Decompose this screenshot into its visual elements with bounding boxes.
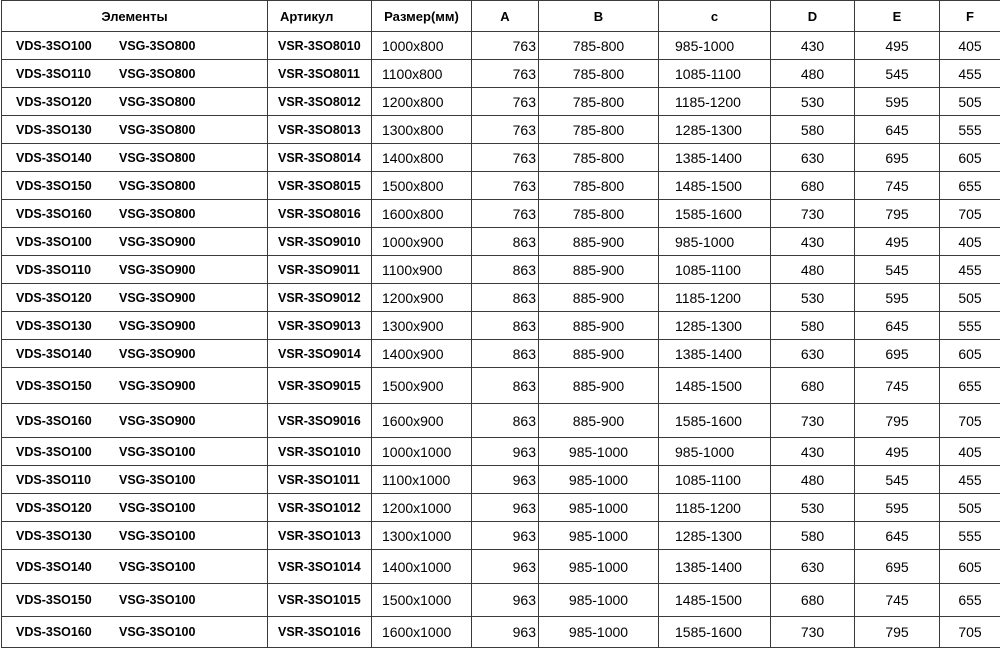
size-cell: 1000x1000 — [372, 438, 472, 466]
dim-d-cell: 530 — [771, 494, 855, 522]
header-row — [2, 1, 1000, 32]
dim-a-cell: 963 — [472, 438, 539, 466]
dim-a-cell: 763 — [472, 60, 539, 88]
door-part-code: VDS-3SO130 — [16, 122, 92, 137]
door-part-code: VDS-3SO130 — [16, 318, 92, 333]
dim-c-cell: 1485-1500 — [659, 584, 771, 617]
elements-cell — [2, 88, 268, 116]
door-part-code: VDS-3SO150 — [16, 378, 92, 393]
article-cell: VSR-3SO9016 — [268, 404, 372, 438]
article-cell: VSR-3SO8010 — [268, 32, 372, 60]
dim-e-cell: 745 — [855, 172, 940, 200]
elements-cell — [2, 550, 268, 584]
dim-f-cell: 655 — [940, 172, 1000, 200]
dim-e-cell: 595 — [855, 494, 940, 522]
dim-c-cell: 1185-1200 — [659, 494, 771, 522]
dim-f-cell: 705 — [940, 200, 1000, 228]
door-part-code: VDS-3SO160 — [16, 206, 92, 221]
table-row — [2, 466, 1000, 494]
elements-cell — [2, 368, 268, 404]
dim-c-cell: 1285-1300 — [659, 312, 771, 340]
article-cell: VSR-3SO9014 — [268, 340, 372, 368]
door-part-code: VDS-3SO110 — [16, 66, 92, 81]
door-part-code: VDS-3SO140 — [16, 150, 92, 165]
dim-a-cell: 763 — [472, 88, 539, 116]
dim-e-cell: 495 — [855, 32, 940, 60]
elements-cell — [2, 438, 268, 466]
table-row — [2, 256, 1000, 284]
dim-d-cell: 630 — [771, 144, 855, 172]
size-cell: 1400x800 — [372, 144, 472, 172]
glass-part-code: VSG-3SO100 — [119, 559, 196, 574]
dim-b-cell: 885-900 — [539, 340, 659, 368]
dim-a-cell: 863 — [472, 404, 539, 438]
dim-b-cell: 785-800 — [539, 200, 659, 228]
table-row — [2, 144, 1000, 172]
door-part-code: VDS-3SO150 — [16, 178, 92, 193]
dim-e-cell: 545 — [855, 256, 940, 284]
dim-a-cell: 963 — [472, 584, 539, 617]
dim-d-cell: 680 — [771, 172, 855, 200]
glass-part-code: VSG-3SO100 — [119, 500, 196, 515]
size-cell: 1200x900 — [372, 284, 472, 312]
dim-e-cell: 545 — [855, 466, 940, 494]
size-cell: 1100x1000 — [372, 466, 472, 494]
article-cell: VSR-3SO8012 — [268, 88, 372, 116]
table-row — [2, 200, 1000, 228]
elements-cell — [2, 228, 268, 256]
door-part-code: VDS-3SO150 — [16, 593, 92, 607]
dim-f-cell: 605 — [940, 340, 1000, 368]
dim-e-cell: 695 — [855, 340, 940, 368]
size-cell: 1500x900 — [372, 368, 472, 404]
table-row — [2, 312, 1000, 340]
glass-part-code: VSG-3SO900 — [119, 234, 196, 249]
header-c: c — [659, 1, 771, 32]
size-cell: 1600x1000 — [372, 617, 472, 648]
dim-d-cell: 730 — [771, 404, 855, 438]
elements-cell — [2, 144, 268, 172]
dim-d-cell: 430 — [771, 228, 855, 256]
dim-e-cell: 695 — [855, 144, 940, 172]
dim-d-cell: 730 — [771, 617, 855, 648]
dim-b-cell: 885-900 — [539, 256, 659, 284]
dim-b-cell: 885-900 — [539, 368, 659, 404]
glass-part-code: VSG-3SO100 — [119, 444, 196, 459]
dim-a-cell: 863 — [472, 228, 539, 256]
glass-part-code: VSG-3SO800 — [119, 150, 196, 165]
elements-cell — [2, 60, 268, 88]
dim-f-cell: 555 — [940, 312, 1000, 340]
dim-d-cell: 580 — [771, 522, 855, 550]
dim-f-cell: 505 — [940, 494, 1000, 522]
dim-c-cell: 1085-1100 — [659, 256, 771, 284]
table-row — [2, 404, 1000, 438]
dim-b-cell: 885-900 — [539, 312, 659, 340]
dim-f-cell: 655 — [940, 368, 1000, 404]
table-row — [2, 522, 1000, 550]
dim-a-cell: 863 — [472, 284, 539, 312]
dim-a-cell: 863 — [472, 340, 539, 368]
article-cell: VSR-3SO1014 — [268, 550, 372, 584]
header-d: D — [771, 1, 855, 32]
door-part-code: VDS-3SO110 — [16, 262, 92, 277]
size-cell: 1300x800 — [372, 116, 472, 144]
dim-d-cell: 480 — [771, 466, 855, 494]
size-cell: 1300x900 — [372, 312, 472, 340]
size-cell: 1300x1000 — [372, 522, 472, 550]
size-cell: 1600x800 — [372, 200, 472, 228]
dim-c-cell: 1085-1100 — [659, 60, 771, 88]
door-part-code: VDS-3SO100 — [16, 234, 92, 249]
dim-f-cell: 405 — [940, 438, 1000, 466]
dim-d-cell: 730 — [771, 200, 855, 228]
table-row — [2, 584, 1000, 617]
glass-part-code: VSG-3SO900 — [119, 346, 196, 361]
dim-c-cell: 1585-1600 — [659, 404, 771, 438]
table-body — [2, 32, 1000, 648]
article-cell: VSR-3SO9012 — [268, 284, 372, 312]
dim-c-cell: 1585-1600 — [659, 617, 771, 648]
glass-part-code: VSG-3SO800 — [119, 122, 196, 137]
table-row — [2, 60, 1000, 88]
door-part-code: VDS-3SO120 — [16, 94, 92, 109]
dim-f-cell: 455 — [940, 60, 1000, 88]
dim-e-cell: 745 — [855, 368, 940, 404]
dim-f-cell: 455 — [940, 466, 1000, 494]
size-cell: 1200x1000 — [372, 494, 472, 522]
elements-cell — [2, 617, 268, 648]
elements-cell — [2, 404, 268, 438]
dim-f-cell: 555 — [940, 116, 1000, 144]
article-cell: VSR-3SO8015 — [268, 172, 372, 200]
dim-f-cell: 705 — [940, 404, 1000, 438]
dim-d-cell: 580 — [771, 312, 855, 340]
glass-part-code: VSG-3SO800 — [119, 178, 196, 193]
dim-a-cell: 763 — [472, 116, 539, 144]
article-cell: VSR-3SO1010 — [268, 438, 372, 466]
article-cell: VSR-3SO1012 — [268, 494, 372, 522]
dim-d-cell: 630 — [771, 340, 855, 368]
dim-d-cell: 680 — [771, 368, 855, 404]
elements-cell — [2, 312, 268, 340]
dim-e-cell: 595 — [855, 284, 940, 312]
glass-part-code: VSG-3SO800 — [119, 206, 196, 221]
dim-f-cell: 605 — [940, 550, 1000, 584]
dim-a-cell: 863 — [472, 368, 539, 404]
dim-e-cell: 645 — [855, 116, 940, 144]
glass-part-code: VSG-3SO100 — [119, 472, 196, 487]
dim-d-cell: 430 — [771, 32, 855, 60]
dim-f-cell: 505 — [940, 284, 1000, 312]
dim-d-cell: 680 — [771, 584, 855, 617]
dim-e-cell: 645 — [855, 312, 940, 340]
dim-d-cell: 580 — [771, 116, 855, 144]
dim-e-cell: 645 — [855, 522, 940, 550]
dim-b-cell: 785-800 — [539, 144, 659, 172]
elements-cell — [2, 32, 268, 60]
article-cell: VSR-3SO8013 — [268, 116, 372, 144]
dim-e-cell: 795 — [855, 404, 940, 438]
dim-c-cell: 1185-1200 — [659, 88, 771, 116]
dim-c-cell: 1385-1400 — [659, 144, 771, 172]
dimensions-table — [1, 0, 1000, 648]
glass-part-code: VSG-3SO900 — [119, 290, 196, 305]
dim-c-cell: 1085-1100 — [659, 466, 771, 494]
glass-part-code: VSG-3SO800 — [119, 66, 196, 81]
dim-a-cell: 963 — [472, 522, 539, 550]
dim-e-cell: 495 — [855, 228, 940, 256]
dim-c-cell: 1285-1300 — [659, 116, 771, 144]
dim-e-cell: 795 — [855, 200, 940, 228]
dim-a-cell: 863 — [472, 256, 539, 284]
table-row — [2, 368, 1000, 404]
size-cell: 1000x800 — [372, 32, 472, 60]
dim-e-cell: 795 — [855, 617, 940, 648]
dim-a-cell: 963 — [472, 550, 539, 584]
article-cell: VSR-3SO9013 — [268, 312, 372, 340]
size-cell: 1200x800 — [372, 88, 472, 116]
dim-b-cell: 985-1000 — [539, 550, 659, 584]
dim-c-cell: 985-1000 — [659, 228, 771, 256]
header-size: Размер(мм) — [372, 1, 472, 32]
glass-part-code: VSG-3SO900 — [119, 318, 196, 333]
door-part-code: VDS-3SO160 — [16, 413, 92, 428]
dim-f-cell: 405 — [940, 228, 1000, 256]
dim-d-cell: 630 — [771, 550, 855, 584]
glass-part-code: VSG-3SO900 — [119, 413, 196, 428]
dim-d-cell: 530 — [771, 88, 855, 116]
door-part-code: VDS-3SO110 — [16, 472, 92, 487]
dim-f-cell: 605 — [940, 144, 1000, 172]
door-part-code: VDS-3SO120 — [16, 500, 92, 515]
dim-b-cell: 885-900 — [539, 404, 659, 438]
size-cell: 1000x900 — [372, 228, 472, 256]
table-row — [2, 284, 1000, 312]
dim-a-cell: 963 — [472, 466, 539, 494]
door-part-code: VDS-3SO100 — [16, 38, 92, 53]
article-cell: VSR-3SO9015 — [268, 368, 372, 404]
size-cell: 1400x1000 — [372, 550, 472, 584]
article-cell: VSR-3SO9010 — [268, 228, 372, 256]
table-row — [2, 228, 1000, 256]
elements-cell — [2, 256, 268, 284]
door-part-code: VDS-3SO140 — [16, 559, 92, 574]
dim-c-cell: 1285-1300 — [659, 522, 771, 550]
dim-b-cell: 785-800 — [539, 116, 659, 144]
header-a: A — [472, 1, 539, 32]
article-cell: VSR-3SO8014 — [268, 144, 372, 172]
door-part-code: VDS-3SO140 — [16, 346, 92, 361]
article-cell: VSR-3SO1013 — [268, 522, 372, 550]
article-cell: VSR-3SO8011 — [268, 60, 372, 88]
table-row — [2, 32, 1000, 60]
dim-a-cell: 863 — [472, 312, 539, 340]
elements-cell — [2, 116, 268, 144]
dim-f-cell: 555 — [940, 522, 1000, 550]
dim-b-cell: 985-1000 — [539, 522, 659, 550]
table-row — [2, 494, 1000, 522]
elements-cell — [2, 522, 268, 550]
article-cell: VSR-3SO1015 — [268, 584, 372, 617]
dim-d-cell: 530 — [771, 284, 855, 312]
dim-b-cell: 985-1000 — [539, 466, 659, 494]
table-row — [2, 550, 1000, 584]
header-b: B — [539, 1, 659, 32]
dim-e-cell: 545 — [855, 60, 940, 88]
elements-cell — [2, 284, 268, 312]
dim-c-cell: 985-1000 — [659, 32, 771, 60]
table-row — [2, 116, 1000, 144]
dim-d-cell: 430 — [771, 438, 855, 466]
dim-a-cell: 763 — [472, 32, 539, 60]
glass-part-code: VSG-3SO100 — [119, 528, 196, 543]
dim-c-cell: 1385-1400 — [659, 550, 771, 584]
elements-cell — [2, 340, 268, 368]
glass-part-code: VSG-3SO800 — [119, 38, 196, 53]
dim-f-cell: 655 — [940, 584, 1000, 617]
table-row — [2, 88, 1000, 116]
article-cell: VSR-3SO9011 — [268, 256, 372, 284]
dim-b-cell: 985-1000 — [539, 584, 659, 617]
dim-a-cell: 763 — [472, 200, 539, 228]
glass-part-code: VSG-3SO900 — [119, 378, 196, 393]
header-e: E — [855, 1, 940, 32]
dim-f-cell: 455 — [940, 256, 1000, 284]
elements-cell — [2, 172, 268, 200]
dim-d-cell: 480 — [771, 256, 855, 284]
door-part-code: VDS-3SO130 — [16, 528, 92, 543]
header-elements: Элементы — [2, 1, 268, 32]
glass-part-code: VSG-3SO100 — [119, 625, 196, 639]
door-part-code: VDS-3SO160 — [16, 625, 92, 639]
dim-b-cell: 885-900 — [539, 284, 659, 312]
size-cell: 1500x800 — [372, 172, 472, 200]
dim-b-cell: 985-1000 — [539, 494, 659, 522]
table-row — [2, 172, 1000, 200]
size-cell: 1600x900 — [372, 404, 472, 438]
dim-b-cell: 985-1000 — [539, 617, 659, 648]
header-article: Артикул — [268, 1, 372, 32]
table-row — [2, 340, 1000, 368]
dim-b-cell: 785-800 — [539, 60, 659, 88]
dim-a-cell: 763 — [472, 172, 539, 200]
dim-c-cell: 1185-1200 — [659, 284, 771, 312]
header-f: F — [940, 1, 1000, 32]
dim-d-cell: 480 — [771, 60, 855, 88]
dim-c-cell: 1585-1600 — [659, 200, 771, 228]
size-cell: 1100x800 — [372, 60, 472, 88]
dim-b-cell: 785-800 — [539, 88, 659, 116]
dim-e-cell: 745 — [855, 584, 940, 617]
door-part-code: VDS-3SO100 — [16, 444, 92, 459]
article-cell: VSR-3SO1016 — [268, 617, 372, 648]
elements-cell — [2, 200, 268, 228]
glass-part-code: VSG-3SO900 — [119, 262, 196, 277]
dim-b-cell: 885-900 — [539, 228, 659, 256]
glass-part-code: VSG-3SO100 — [119, 593, 196, 607]
dim-f-cell: 405 — [940, 32, 1000, 60]
table-row — [2, 617, 1000, 648]
dim-a-cell: 963 — [472, 494, 539, 522]
dim-a-cell: 963 — [472, 617, 539, 648]
size-cell: 1400x900 — [372, 340, 472, 368]
dim-f-cell: 505 — [940, 88, 1000, 116]
size-cell: 1500x1000 — [372, 584, 472, 617]
door-part-code: VDS-3SO120 — [16, 290, 92, 305]
table-row — [2, 438, 1000, 466]
dim-f-cell: 705 — [940, 617, 1000, 648]
dim-c-cell: 1385-1400 — [659, 340, 771, 368]
elements-cell — [2, 584, 268, 617]
dim-a-cell: 763 — [472, 144, 539, 172]
dim-b-cell: 785-800 — [539, 32, 659, 60]
article-cell: VSR-3SO8016 — [268, 200, 372, 228]
dim-c-cell: 985-1000 — [659, 438, 771, 466]
size-cell: 1100x900 — [372, 256, 472, 284]
elements-cell — [2, 466, 268, 494]
dim-c-cell: 1485-1500 — [659, 172, 771, 200]
elements-cell — [2, 494, 268, 522]
dim-b-cell: 985-1000 — [539, 438, 659, 466]
dim-c-cell: 1485-1500 — [659, 368, 771, 404]
glass-part-code: VSG-3SO800 — [119, 94, 196, 109]
article-cell: VSR-3SO1011 — [268, 466, 372, 494]
dim-b-cell: 785-800 — [539, 172, 659, 200]
dim-e-cell: 595 — [855, 88, 940, 116]
dim-e-cell: 495 — [855, 438, 940, 466]
dim-e-cell: 695 — [855, 550, 940, 584]
